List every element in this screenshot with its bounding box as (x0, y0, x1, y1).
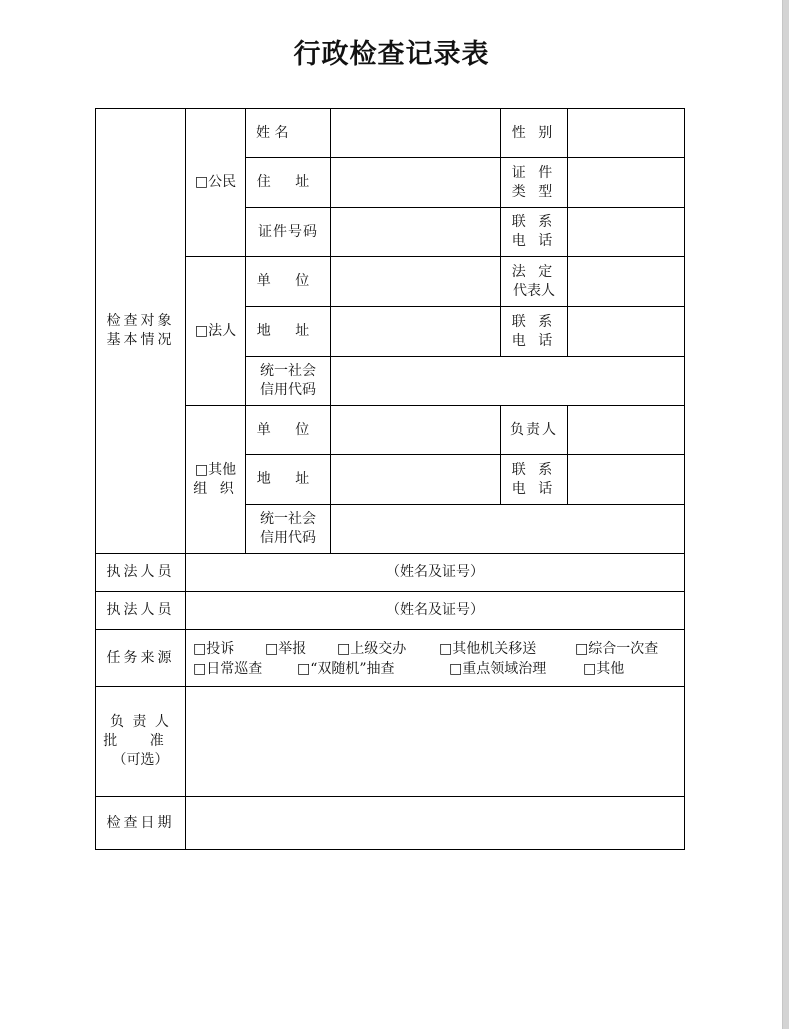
legal-person-credit-code-label-line1: 统一社会 (260, 363, 316, 379)
legal-rep-label-line1: 法 定 (511, 263, 557, 280)
other-org-phone-label-line2: 电 话 (511, 480, 557, 497)
other-org-responsible-field[interactable] (568, 406, 684, 454)
inspection-date-label-text: 检查日期 (106, 814, 175, 831)
option-key-area-governance[interactable]: □重点领域治理 (449, 661, 547, 677)
legal-person-unit-label-text: 单 位 (256, 273, 320, 289)
citizen-checkbox-label: □公民 (194, 174, 237, 190)
other-org-unit-label-text: 单 位 (256, 421, 320, 438)
other-org-unit-field[interactable] (331, 406, 500, 454)
citizen-phone-label (501, 208, 567, 256)
citizen-phone-label-line1: 联 系 (511, 214, 557, 230)
citizen-phone-label-line2: 电 话 (511, 233, 557, 249)
citizen-gender-field[interactable] (568, 109, 684, 157)
other-org-checkbox-label-line2: 组 织 (193, 480, 238, 497)
citizen-id-type-label-line1: 证 件 (511, 164, 557, 181)
other-org-responsible-label (501, 406, 567, 454)
other-org-credit-code-field[interactable] (331, 505, 684, 553)
subject-info-label-line2: 基本情况 (106, 332, 175, 348)
legal-person-checkbox[interactable] (186, 257, 245, 405)
other-org-address-label (246, 455, 330, 504)
other-org-credit-code-label (246, 505, 330, 553)
officer-2-label-text: 执法人员 (106, 602, 175, 618)
other-org-responsible-label-text: 负责人 (510, 421, 558, 438)
subject-info-label-line1: 检查对象 (106, 313, 175, 329)
option-complaint[interactable]: □投诉 (193, 641, 235, 657)
approval-field[interactable] (186, 687, 684, 796)
inspection-date-field[interactable] (186, 797, 684, 849)
task-source-options (193, 639, 678, 679)
task-source-row-2 (193, 659, 678, 679)
citizen-name-label (246, 109, 330, 157)
option-other-agency-transfer[interactable]: □其他机关移送 (439, 641, 537, 657)
other-org-unit-label (246, 406, 330, 454)
legal-person-unit-field[interactable] (331, 257, 500, 306)
task-source-label (96, 630, 185, 686)
legal-rep-label-line2: 代表人 (512, 282, 555, 299)
citizen-gender-label (501, 109, 567, 157)
officer-2-hint: （姓名及证号） (386, 602, 484, 618)
citizen-id-number-field[interactable] (331, 208, 500, 256)
option-report[interactable]: □举报 (265, 641, 307, 657)
officer-1-hint: （姓名及证号） (386, 564, 484, 580)
other-org-phone-label-line1: 联 系 (511, 461, 557, 478)
legal-person-address-label (246, 307, 330, 356)
officer-1-label-text: 执法人员 (106, 564, 175, 580)
legal-person-address-field[interactable] (331, 307, 500, 356)
other-org-credit-code-label-line2: 信用代码 (260, 530, 316, 546)
other-org-address-label-text: 地 址 (256, 471, 320, 487)
legal-person-unit-label (246, 257, 330, 306)
citizen-name-label-text: 姓 名 (256, 124, 289, 141)
legal-person-phone-label (501, 307, 567, 356)
other-org-phone-label (501, 455, 567, 504)
citizen-address-label-text: 住 址 (256, 174, 320, 190)
legal-person-phone-label-line2: 电 话 (511, 332, 557, 349)
page-title: 行政检查记录表 (293, 39, 490, 70)
legal-person-checkbox-label: □法人 (194, 322, 237, 339)
task-source-row-1 (193, 639, 678, 659)
other-org-address-field[interactable] (331, 455, 500, 504)
citizen-id-number-label (246, 208, 330, 256)
approval-label (96, 687, 185, 796)
inspection-date-label (96, 797, 185, 849)
approval-label-line2: 批 准 (103, 733, 178, 749)
other-org-checkbox[interactable] (186, 406, 245, 553)
approval-label-line1: 负 责 人 (110, 714, 171, 730)
other-org-credit-code-label-line1: 统一社会 (260, 511, 316, 527)
option-double-random-check[interactable]: □“双随机”抽查 (297, 661, 395, 677)
option-superior-assigned[interactable]: □上级交办 (337, 641, 407, 657)
inspection-record-form (95, 108, 685, 850)
other-org-checkbox-label-line1: □其他 (194, 461, 237, 478)
subject-info-label (96, 109, 185, 553)
officer-1-label (96, 554, 185, 591)
scrollbar[interactable] (782, 0, 789, 1029)
citizen-address-label (246, 158, 330, 207)
officer-1-field[interactable] (186, 554, 684, 591)
citizen-name-field[interactable] (331, 109, 500, 157)
legal-rep-label (501, 257, 567, 306)
option-comprehensive-check[interactable]: □综合一次查 (575, 641, 659, 657)
other-org-phone-field[interactable] (568, 455, 684, 504)
option-other[interactable]: □其他 (583, 661, 625, 677)
option-daily-patrol[interactable]: □日常巡查 (193, 661, 263, 677)
citizen-id-type-label (501, 158, 567, 207)
citizen-checkbox[interactable] (186, 109, 245, 256)
citizen-id-type-field[interactable] (568, 158, 684, 207)
legal-person-phone-field[interactable] (568, 307, 684, 356)
legal-person-address-label-text: 地 址 (256, 323, 320, 339)
officer-2-field[interactable] (186, 592, 684, 629)
task-source-label-text: 任务来源 (106, 649, 175, 666)
legal-person-credit-code-field[interactable] (331, 357, 684, 405)
officer-2-label (96, 592, 185, 629)
legal-person-credit-code-label-line2: 信用代码 (260, 382, 316, 398)
legal-rep-field[interactable] (568, 257, 684, 306)
legal-person-phone-label-line1: 联 系 (511, 313, 557, 330)
citizen-id-type-label-line2: 类 型 (511, 183, 557, 200)
approval-label-line3: （可选） (112, 752, 169, 768)
legal-person-credit-code-label (246, 357, 330, 405)
citizen-id-number-label-text: 证件号码 (258, 223, 318, 240)
citizen-phone-field[interactable] (568, 208, 684, 256)
citizen-address-field[interactable] (331, 158, 500, 207)
citizen-gender-label-text: 性 别 (511, 124, 557, 141)
